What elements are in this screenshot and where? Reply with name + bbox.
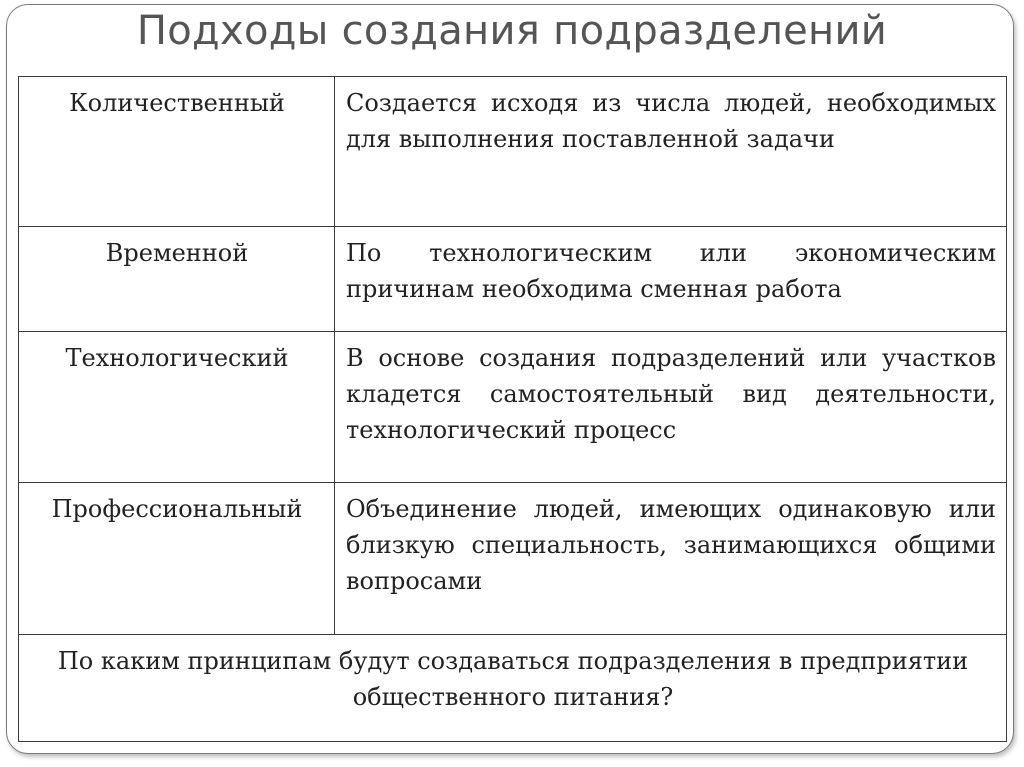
page-title: Подходы создания подразделений <box>136 8 888 54</box>
table-row <box>19 332 1007 483</box>
approach-name: Профессиональный <box>19 483 335 635</box>
table-row <box>19 483 1007 635</box>
approaches-table <box>18 76 1007 742</box>
table-row <box>19 77 1007 227</box>
approach-name: Временной <box>19 227 335 332</box>
approach-description: По технологическим или экономическим причинам необходима сменная работа <box>335 227 1007 332</box>
approach-name: Количественный <box>19 77 335 227</box>
question-row <box>19 635 1007 742</box>
approach-description: Создается исходя из числа людей, необходимых для выполнения поставленной задачи <box>335 77 1007 227</box>
approach-description: Объединение людей, имеющих одинаковую или близкую специальность, занимающихся общими вопросами <box>335 483 1007 635</box>
table-row <box>19 227 1007 332</box>
approach-description: В основе создания подразделений или участков кладется самостоятельный вид деятельности, технологический процесс <box>335 332 1007 483</box>
discussion-question: По каким принципам будут создаваться подразделения в предприятии общественного питания? <box>19 635 1007 742</box>
approach-name: Технологический <box>19 332 335 483</box>
